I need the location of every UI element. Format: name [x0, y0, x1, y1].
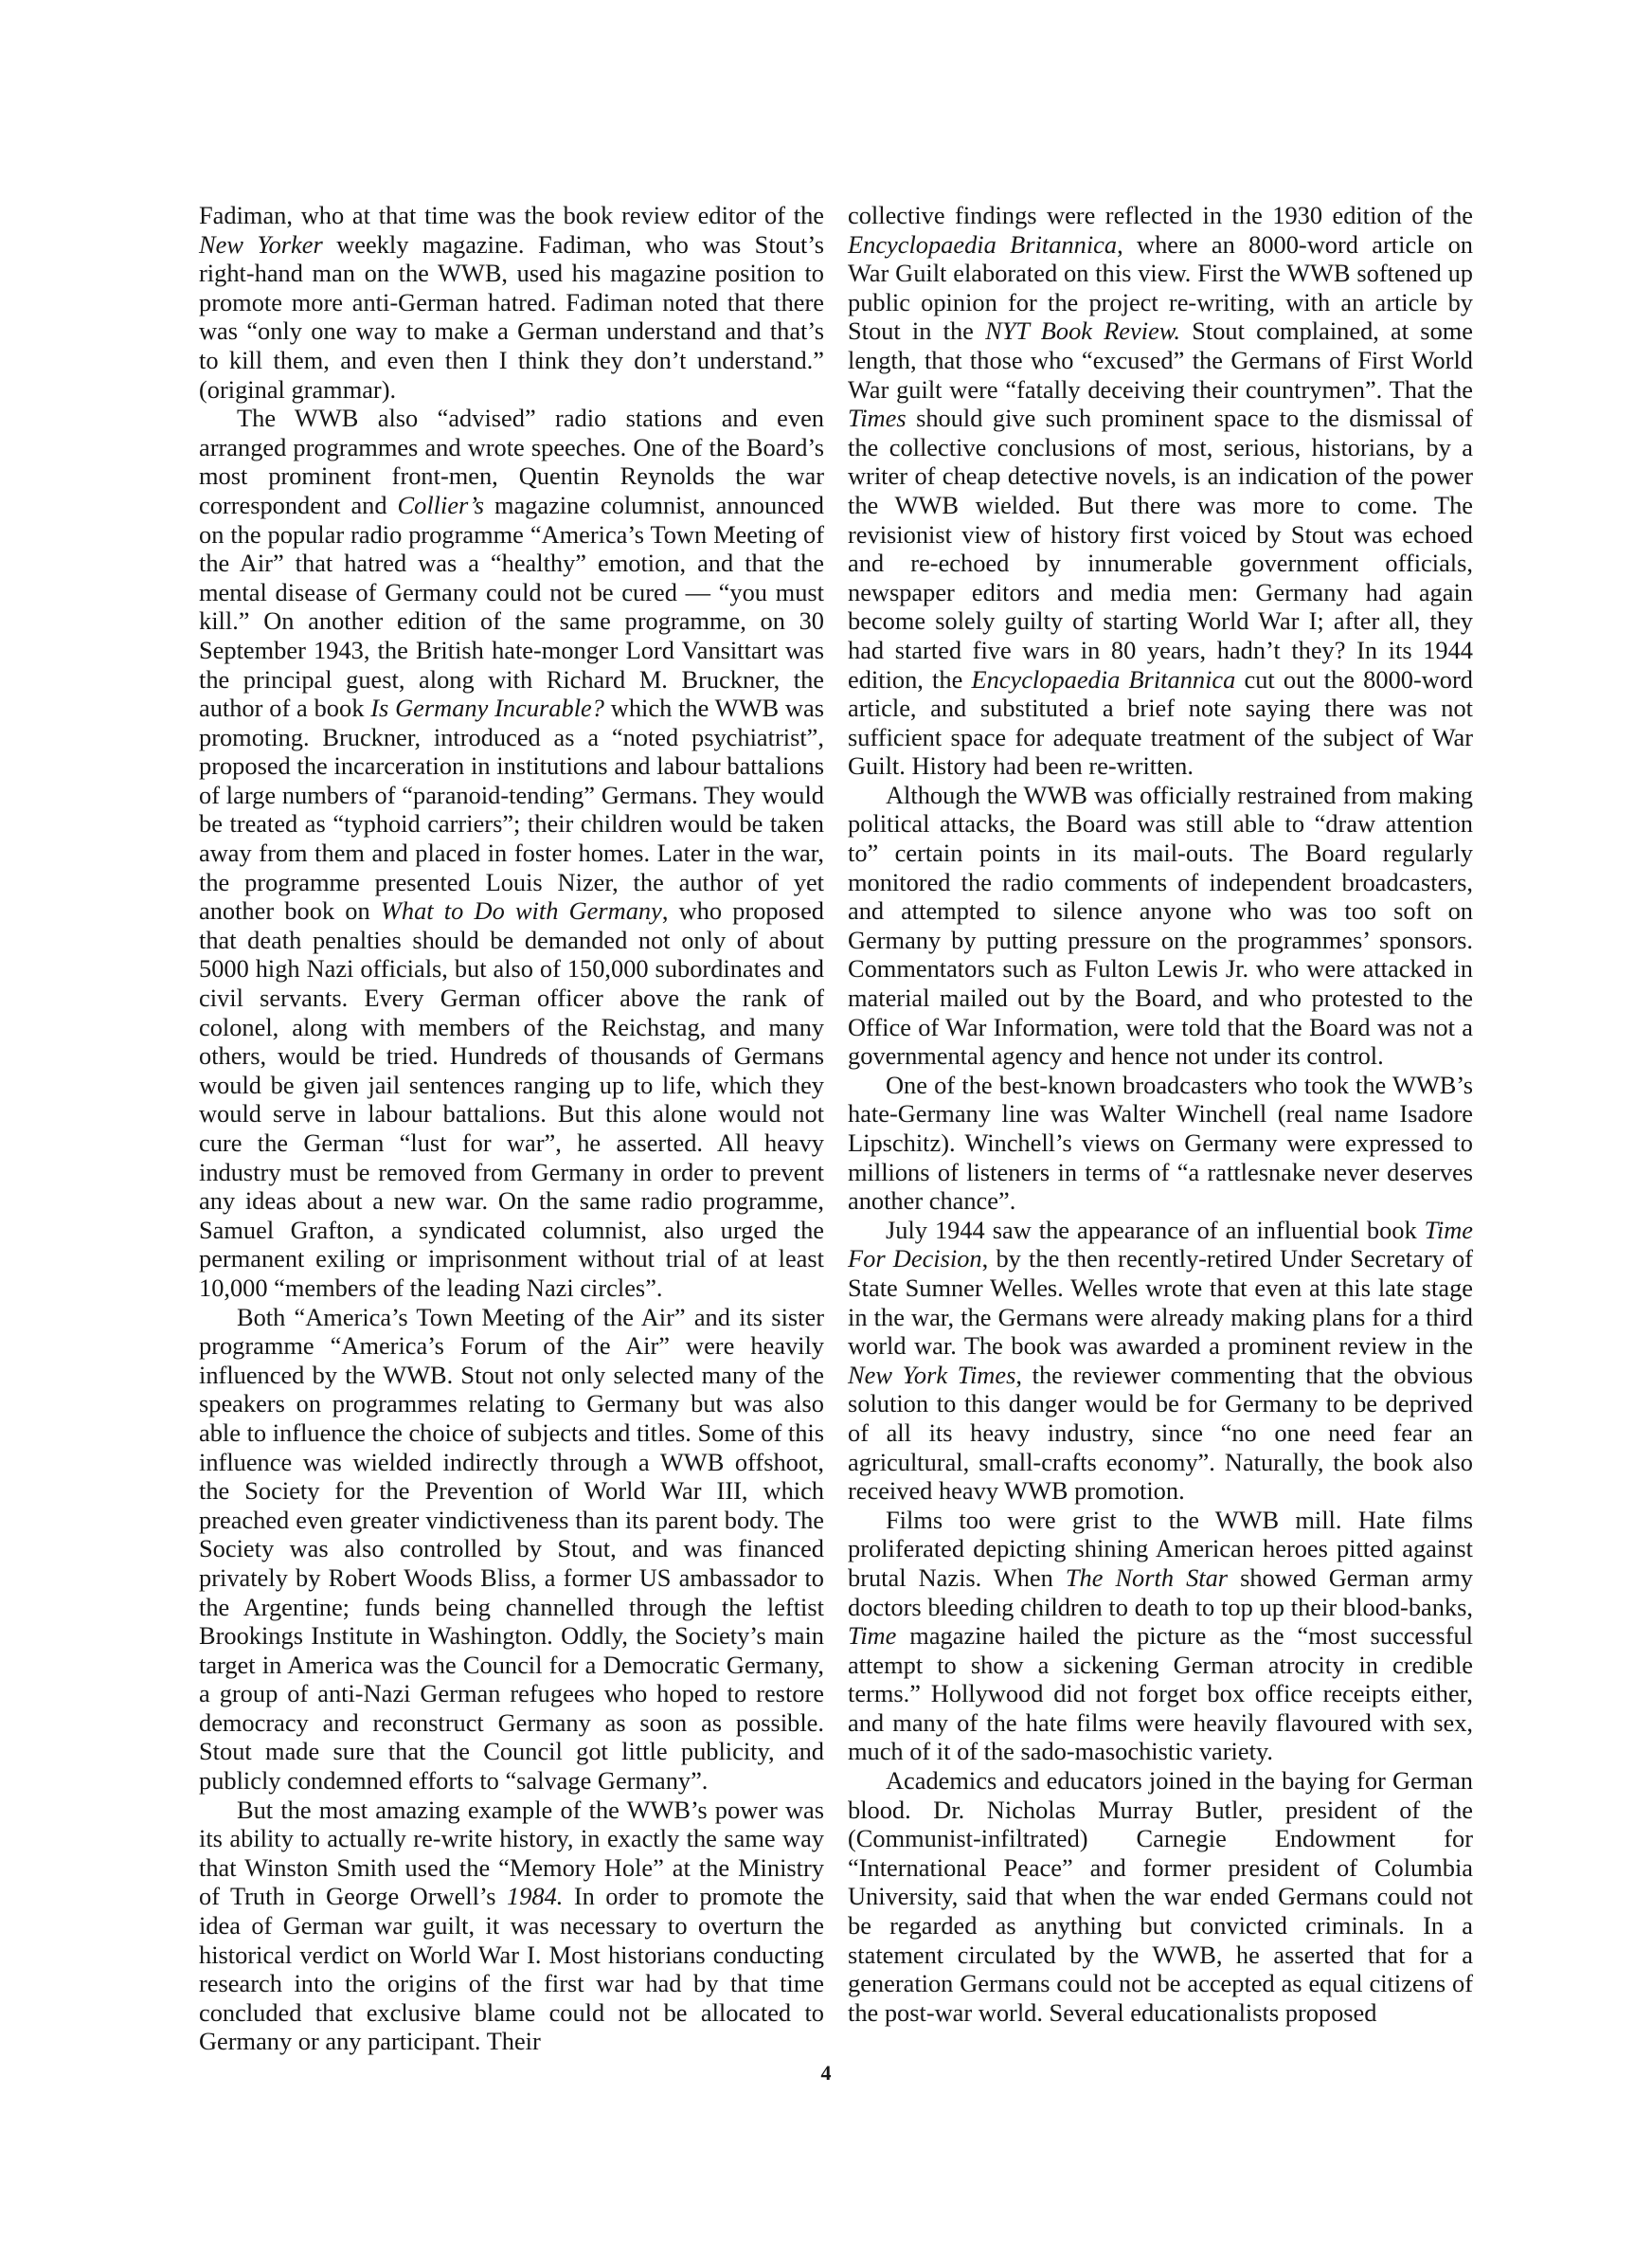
- text-run: , where an 8000-word article on War Guilt elaborated on this view. First the WWB softened up public opinion for the project re-writing, with an article by Stout in the: [848, 229, 1473, 346]
- text-run: magazine columnist, announced on the popular radio programme “America’s Town Meeting of the Air” that hatred was a “healthy” emotion, and that the mental disease of Germany could not be cured — “you must kill.” On another edition of the same programme, on 30 September 1943, the British hate-monger Lord Vansittart was the principal guest, along with Richard M. Bruckner, the author of a book: [199, 490, 824, 723]
- text-run: , who proposed that death penalties should be demanded not only of about 5000 high Nazi officials, but also of 150,000 subordinates and civil servants. Every German officer above the rank of colonel, along with members of the Reichstag, and many others, would be tried. Hundreds of thousands of Germans would be given jail sentences ranging up to life, which they would serve in labour battalions. But this alone would not cure the German “lust for war”, he asserted. All heavy industry must be removed from Germany in order to prevent any ideas about a new war. On the same radio programme, Samuel Grafton, a syndicated columnist, also urged the permanent exiling or imprisonment without trial of at least 10,000 “members of the leading Nazi circles”.: [199, 896, 824, 1302]
- paragraph: [199, 1796, 824, 2056]
- paragraph: [199, 201, 824, 404]
- paragraph: [848, 1216, 1473, 1506]
- text-run: cut out the 8000-word article, and substituted a brief note saying there was not sufficient space for adequate treatment of the subject of War Guilt. History had been re-written.: [848, 664, 1473, 781]
- text-run: magazine hailed the picture as the “most successful attempt to show a sickening German atrocity in credible terms.” Hollywood did not forget box office receipts either, and many of the hate films were heavily flavoured with sex, much of it of the sado-masochistic variety.: [848, 1621, 1473, 1766]
- text-run: Stout complained, at some length, that those who “excused” the Germans of First World War guilt were “fatally deceiving their countrymen”. That the: [848, 316, 1474, 404]
- italic-text: NYT Book Review.: [985, 316, 1181, 346]
- text-run: collective findings were reflected in the 1930 edition of the: [848, 201, 1473, 229]
- paragraph: [848, 1071, 1473, 1216]
- left-column: [199, 201, 824, 2056]
- paragraph: [848, 781, 1473, 1071]
- paragraph: [848, 201, 1473, 781]
- text-run: One of the best-known broadcasters who took the WWB’s hate-Germany line was Walter Winchell (real name Isadore Lipschitz). Winchell’s views on Germany were expressed to millions of listeners in terms of “a rattlesnake never deserves another chance”.: [848, 1070, 1473, 1216]
- text-run: July 1944 saw the appearance of an influential book: [886, 1215, 1425, 1244]
- italic-text: Times: [848, 404, 907, 433]
- italic-text: Time For Decision: [848, 1215, 1473, 1273]
- italic-text: Is Germany Incurable?: [370, 694, 604, 723]
- text-run: The WWB also “advised” radio stations and even arranged programmes and wrote speeches. One of the Board’s most prominent front-men, Quentin Reynolds the war correspondent and: [199, 404, 824, 519]
- italic-text: New Yorker: [199, 229, 323, 259]
- italic-text: Collier’s: [397, 490, 484, 519]
- text-run: In order to promote the idea of German war guilt, it was necessary to overturn the historical verdict on World War I. Most historians conducting research into the origins of the first war had by that time concluded that exclusive blame could not be allocated to Germany or any participant. Their: [199, 1882, 824, 2056]
- text-run: should give such prominent space to the dismissal of the collective conclusions of most, serious, historians, by a writer of cheap detective novels, is an indication of the power the WWB wielded. But there was more to come. The revisionist view of history first voiced by Stout was echoed and re-echoed by innumerable government officials, newspaper editors and media men: Germany had again become solely guilty of starting World War I; after all, they had started five wars in 80 years, hadn’t they? In its 1944 edition, the: [848, 404, 1473, 694]
- italic-text: What to Do with Germany: [380, 896, 662, 926]
- paragraph: [199, 1303, 824, 1796]
- text-run: , by the then recently-retired Under Secretary of State Sumner Welles. Welles wrote that even at this late stage in the war, the Germans were already making plans for a third world war. The book was awarded a prominent review in the: [848, 1244, 1473, 1361]
- text-run: Although the WWB was officially restrained from making political attacks, the Board was still able to “draw attention to” certain points in its mail-outs. The Board regularly monitored the radio comments of independent broadcasters, and attempted to silence anyone who was too soft on Germany by putting pressure on the programmes’ sponsors. Commentators such as Fulton Lewis Jr. who were attacked in material mailed out by the Board, and who protested to the Office of War Information, were told that the Board was not a governmental agency and hence not under its control.: [848, 780, 1473, 1071]
- text-run: weekly magazine. Fadiman, who was Stout’s right-hand man on the WWB, used his magazine position to promote more anti-German hatred. Fadiman noted that there was “only one way to make a German understand and that’s to kill them, and even then I think they don’t understand.” (original grammar).: [199, 229, 824, 404]
- text-run: Fadiman, who at that time was the book review editor of the: [199, 201, 824, 229]
- italic-text: The North Star: [1065, 1562, 1229, 1592]
- italic-text: New York Times: [848, 1360, 1016, 1389]
- italic-text: Encyclopaedia Britannica: [848, 229, 1118, 259]
- italic-text: 1984.: [507, 1882, 564, 1911]
- text-run: showed German army doctors bleeding children to death to top up their blood-banks,: [848, 1562, 1473, 1621]
- italic-text: Encyclopaedia Britannica: [971, 664, 1236, 694]
- text-run: But the most amazing example of the WWB’s power was its ability to actually re-write history, in exactly the same way that Winston Smith used the “Memory Hole” at the Ministry of Truth in George Orwell’s: [199, 1795, 824, 1911]
- text-run: which the WWB was promoting. Bruckner, introduced as a “noted psychiatrist”, proposed the incarceration in institutions and labour battalions of large numbers of “paranoid-tending” Germans. They would be treated as “typhoid carriers”; their children would be taken away from them and placed in foster homes. Later in the war, the programme presented Louis Nizer, the author of yet another book on: [199, 694, 824, 926]
- paragraph: [848, 1506, 1473, 1766]
- text-run: , the reviewer commenting that the obvious solution to this danger would be for Germany to be deprived of all its heavy industry, since “no one need fear an agricultural, small-crafts economy”. Naturally, the book also received heavy WWB promotion.: [848, 1360, 1473, 1506]
- paragraph: [199, 404, 824, 1302]
- right-column: [848, 201, 1473, 2027]
- text-run: Academics and educators joined in the baying for German blood. Dr. Nicholas Murray Butler, president of the (Communist-infiltrated) Carnegie Endowment for “International Peace” and former president of Columbia University, said that when the war ended Germans could not be regarded as anything but convicted criminals. In a statement circulated by the WWB, he asserted that for a generation Germans could not be accepted as equal citizens of the post-war world. Several educationalists proposed: [848, 1766, 1473, 2027]
- page-number: 4: [820, 2061, 832, 2085]
- paragraph: [848, 1766, 1473, 2027]
- text-run: Films too were grist to the WWB mill. Hate films proliferated depicting shining American heroes pitted against brutal Nazis. When: [848, 1505, 1473, 1592]
- text-run: Both “America’s Town Meeting of the Air” and its sister programme “America’s Forum of the Air” were heavily influenced by the WWB. Stout not only selected many of the speakers on programmes relating to Germany but was also able to influence the choice of subjects and titles. Some of this influence was wielded indirectly through a WWB offshoot, the Society for the Prevention of World War III, which preached even greater vindictiveness than its parent body. The Society was also controlled by Stout, and was financed privately by Robert Woods Bliss, a former US ambassador to the Argentine; funds being channelled through the leftist Brookings Institute in Washington. Oddly, the Society’s main target in America was the Council for a Democratic Germany, a group of anti-Nazi German refugees who hoped to restore democracy and reconstruct Germany as soon as possible. Stout made sure that the Council got little publicity, and publicly condemned efforts to “salvage Germany”.: [199, 1302, 824, 1796]
- italic-text: Time: [848, 1621, 897, 1651]
